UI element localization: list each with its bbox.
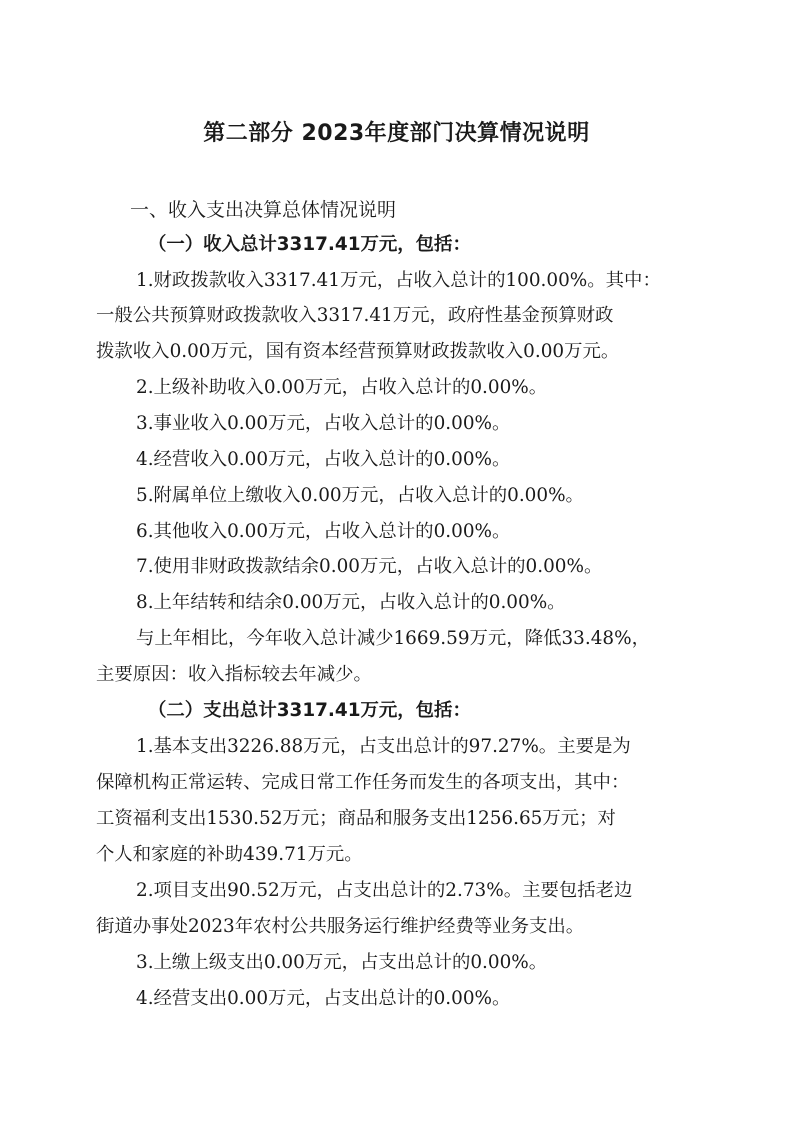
income-item-1-line-1: 1.财政拨款收入3317.41万元，占收入总计的100.00%。其中：	[136, 270, 661, 291]
income-item-7: 7.使用非财政拨款结余0.00万元，占收入总计的0.00%。	[136, 556, 603, 577]
expenditure-item-1-line-4: 个人和家庭的补助439.71万元。	[96, 844, 363, 865]
income-heading: （一）收入总计3317.41万元，包括：	[148, 234, 471, 255]
income-item-4: 4.经营收入0.00万元，占收入总计的0.00%。	[136, 449, 511, 470]
income-item-3: 3.事业收入0.00万元，占收入总计的0.00%。	[136, 413, 511, 434]
income-item-5: 5.附属单位上缴收入0.00万元，占收入总计的0.00%。	[136, 485, 584, 506]
income-compare-line-1: 与上年相比，今年收入总计减少1669.59万元，降低33.48%，	[136, 628, 650, 649]
income-item-8: 8.上年结转和结余0.00万元，占收入总计的0.00%。	[136, 592, 566, 613]
expenditure-item-4: 4.经营支出0.00万元，占支出总计的0.00%。	[136, 988, 511, 1009]
expenditure-heading: （二）支出总计3317.41万元，包括：	[148, 700, 471, 721]
expenditure-item-3: 3.上缴上级支出0.00万元，占支出总计的0.00%。	[136, 952, 548, 973]
income-compare-line-2: 主要原因：收入指标较去年减少。	[96, 664, 372, 685]
expenditure-item-1-line-1: 1.基本支出3226.88万元，占支出总计的97.27%。主要是为	[136, 736, 631, 757]
income-item-6: 6.其他收入0.00万元，占收入总计的0.00%。	[136, 521, 511, 542]
expenditure-item-2-line-2: 街道办事处2023年农村公共服务运行维护经费等业务支出。	[96, 916, 585, 937]
income-item-1-line-3: 拨款收入0.00万元，国有资本经营预算财政拨款收入0.00万元。	[96, 341, 620, 362]
page-title: 第二部分 2023年度部门决算情况说明	[203, 121, 590, 146]
section-heading: 一、收入支出决算总体情况说明	[130, 199, 397, 221]
expenditure-item-2-line-1: 2.项目支出90.52万元，占支出总计的2.73%。主要包括老边	[136, 880, 633, 901]
expenditure-item-1-line-3: 工资福利支出1530.52万元；商品和服务支出1256.65万元；对	[96, 808, 616, 829]
expenditure-item-1-line-2: 保障机构正常运转、完成日常工作任务而发生的各项支出，其中：	[96, 772, 630, 793]
income-item-1-line-2: 一般公共预算财政拨款收入3317.41万元，政府性基金预算财政	[96, 305, 614, 326]
income-item-2: 2.上级补助收入0.00万元，占收入总计的0.00%。	[136, 377, 548, 398]
